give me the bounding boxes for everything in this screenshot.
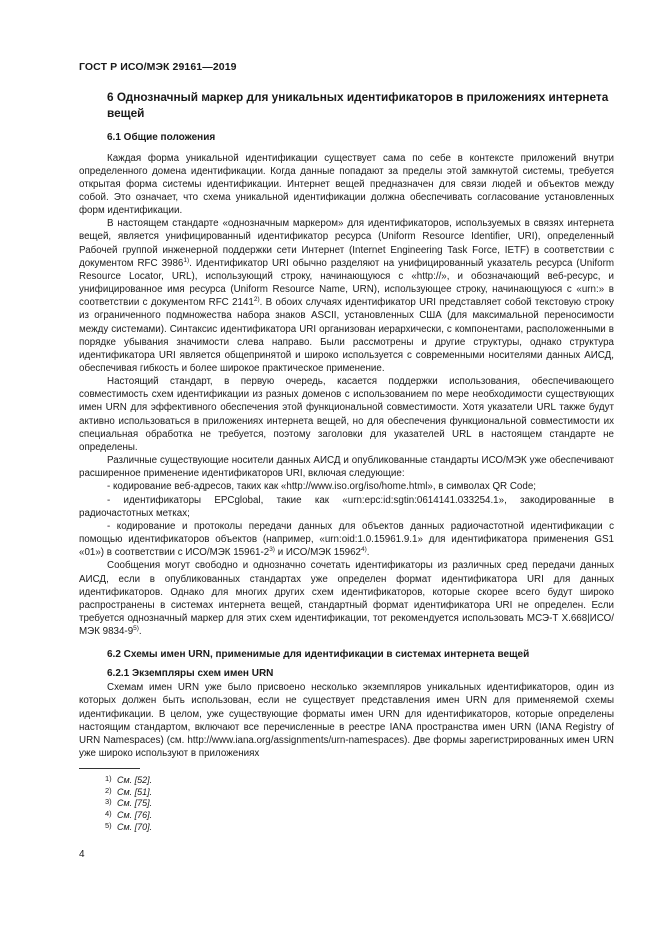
footnote-text: См. [52].	[117, 775, 153, 786]
footnote-text: См. [76].	[117, 810, 153, 820]
section-6-2-heading: 6.2 Схемы имен URN, применимые для идентификации в системах интернета вещей	[107, 649, 530, 661]
footnote	[79, 774, 614, 786]
footnote-text: См. [75].	[117, 798, 153, 809]
paragraph-3: Настоящий стандарт, в первую очередь, касается поддержки использования, обеспечивающего совместимость схем идентификации из разных доменов с использованием по мере необходимости существующих имен URN для эффективного обеспечения этой функциональной совместимости. Хотя указатели URL также будут активно использоваться в приложениях интернета вещей, но для обеспечения функциональной совместимости их специальная обработка не требуется, поэтому заголовки для указателей URL в настоящем стандарте не определены.	[79, 376, 614, 453]
footnote-text: См. [70].	[117, 821, 153, 832]
paragraph-5-part-a: Сообщения могут свободно и однозначно сочетать идентификаторы из различных сред передачи данных АИСД, если в опубликованных стандартах уже определен формат идентификатора URI для данных идентификаторов. Однако для многих других схем идентификаторов, которые скорее всего будут широко распространены в системах интернета вещей, стандартный формат идентификатора URI не определен. Если требуется однозначный маркер для этих схем идентификации, тот рекомендуется использовать МСЭ-Т Х.668|ИСО/МЭК 9834-9	[79, 560, 614, 638]
footnote-mark: 4)	[105, 809, 112, 818]
paragraph-1: Каждая форма уникальной идентификации существует сама по себе в контексте приложений внутри определенного домена идентификации. Когда данные попадают за пределы этой замкнутой системы, требуется открытая форма системы идентификации. Интернет вещей предназначен для связи людей и объектов между собой. Это означает, что схема уникальной идентификации должна обеспечивать согласование установленных форм идентификации.	[79, 152, 614, 217]
list-item-3-part-c: .	[366, 547, 370, 559]
paragraph-2-part-c: . В обоих случаях идентификатор URI представляет собой текстовую строку из ограниченного подмножества набора знаков ASCII, установленных США (для максимальной переносимости между системами). Синтаксис идентификатора URI организован иерархически, с компонентами, расположенными в порядке убывания значимости слева направо. Были рассмотрены и другие структуры, однако структура идентификатора URI является общепринятой и широко используется с современными носителями данных АИСД, обеспечивая гибкость и более широкое практическое применение.	[79, 297, 614, 374]
footnote	[79, 809, 614, 821]
section-6-2-1-heading: 6.2.1 Экземпляры схем имен URN	[107, 667, 274, 679]
list-item-3	[79, 520, 614, 559]
paragraph-2-part-a: В настоящем стандарте «однозначным маркером» для идентификаторов, используемых в связях интернета вещей, является унифицированный идентификатор ресурса (Uniform Resource Identifier, URI), определенный Рабочей группой инженерной поддержки сети Интернет (Internet Engineering Task Force, IETF) в соответствии с документом RFC 3986	[79, 218, 614, 269]
footnote-ref-5: 5)	[133, 625, 139, 633]
document-header: ГОСТ Р ИСО/МЭК 29161—2019	[79, 61, 237, 73]
footnote-ref-2: 2)	[253, 296, 260, 304]
footnote	[79, 821, 614, 833]
paragraph-5-part-b: .	[138, 626, 142, 638]
footnote-text: См. [51].	[117, 786, 153, 797]
footnote-divider	[79, 768, 140, 769]
section-6-heading: 6 Однозначный маркер для уникальных идентификаторов в приложениях интернета вещей	[107, 90, 609, 120]
list-item-2: - идентификаторы EPCglobal, такие как «urn:epc:id:sgtin:0614141.033254.1», закодированные в радиочастотных метках;	[79, 494, 614, 519]
footnote-mark: 1)	[105, 774, 112, 784]
paragraph-5	[79, 559, 614, 638]
list-item-3-part-a: - кодирование и протоколы передачи данных для объектов данных радиочастотной идентификации с помощью идентификаторов объектов (например, «urn:oid:1.0.15961.9.1» для идентификатора применения GS1 «01») в соответствии с ИСО/МЭК 15961-2	[79, 520, 614, 559]
section-6-1-heading: 6.1 Общие положения	[107, 132, 216, 143]
paragraph-4: Различные существующие носители данных АИСД и опубликованные стандарты ИСО/МЭК уже обеспечивают расширенное применение идентификаторов URI, включая следующие:	[79, 455, 614, 480]
footnote	[79, 797, 614, 809]
footnotes	[79, 774, 614, 832]
footnote-mark: 5)	[105, 820, 112, 830]
paragraph-6: Схемам имен URN уже было присвоено несколько экземпляров уникальных идентификаторов, один из которых должен быть использован, если не существует представления имен URN для применяемой схемы идентификации. В целом, уже существующие форматы имен URN для идентификаторов, которые определены настоящим стандартом, включают все перечисленные в реестре IANA пространства имен URN (IANA Registry of URN Namespaces) (см. http://www.iana.org/assignments/urn-namespaces). Две формы зарегистрированных имен URN уже широко используют в приложениях	[79, 682, 614, 760]
page-content	[79, 90, 614, 832]
list-item-3-part-b: и ИСО/МЭК 15962	[274, 547, 362, 559]
footnote-ref-1: 1)	[183, 256, 190, 264]
paragraph-2-part-b: . Идентификатор URI обычно разделяют на унифицированный указатель ресурса (Uniform Resource Locator, URL), использующий строку, начинающуюся с «http://», и обозначающий веб-ресурс, и унифицированное имя ресурса (Uniform Resource Name, URN), использующее строку, начинающуюся с «urn:» в соответствии с документом RFC 2141	[79, 257, 614, 309]
page-number: 4	[79, 849, 85, 860]
footnote-ref-4: 4)	[361, 546, 367, 554]
footnote-mark: 2)	[105, 785, 112, 795]
footnote	[79, 786, 614, 798]
footnote-ref-3: 3)	[269, 546, 275, 554]
footnote-mark: 3)	[105, 797, 112, 807]
list-item-1: - кодирование веб-адресов, таких как «http://www.iso.org/iso/home.html», в символах QR Code;	[107, 481, 537, 493]
paragraph-2	[79, 217, 614, 375]
